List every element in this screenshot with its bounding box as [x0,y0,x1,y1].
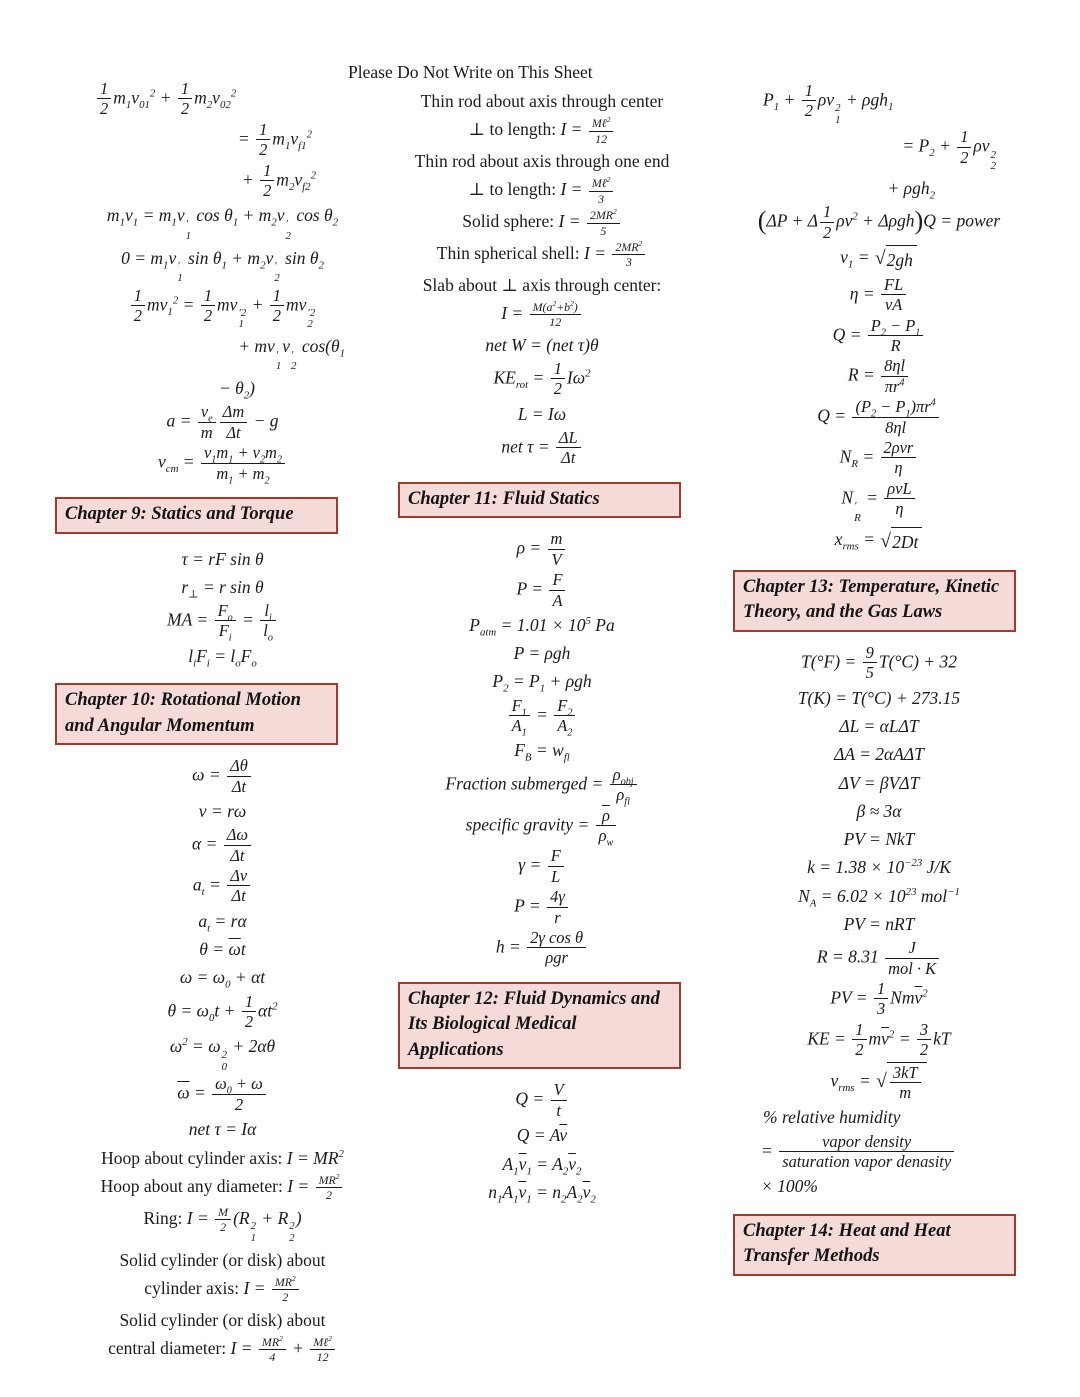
formula-line: net τ = $\frac{\Delta L}{\Delta t}$ [398,429,686,468]
formula-line: $\frac{1}{2}$ $mv_1^2$ = $\frac{1}{2}$ mv ′2 1 + $\frac{1}{2}$ mv ′2 2 [55,287,390,331]
formula-line: $v_1$ = √ 2gh [733,244,1025,274]
formula-line: Thin spherical shell: I = $\frac{2MR^2}{3}$ [398,240,686,270]
formula-line: $k = 1.38 \times 10^{-23}$ J/K [807,857,951,878]
formula-line: $KE_{rot}$ = $\frac{1}{2}$ $I\omega^2$ [493,358,591,399]
formula-line: Thin rod about axis through center [420,91,664,111]
formula-line: P = ρgh [513,643,571,664]
formula-line: $F_B = w_{fl}$ [514,740,570,764]
formula-line: a = $\frac{v_e}{m}$ $\frac{\Delta m}{\Delta t}$ − g [166,402,279,442]
formula-line: Solid cylinder (or disk) about [119,1309,326,1330]
formula-line: $\frac{1}{2}$ $m_1v_{01}^2$ + $\frac{1}{2}$ $m_2v_{02}^2$ [55,80,390,119]
formula-line: I = $\frac{M(a^2+b^2)}{12}$ [398,300,686,330]
formula-line: $r_\perp = r$ sin θ [181,576,264,601]
formula-line: ΔL = αLΔT [839,716,919,737]
formula-line: R = 8.31 J mol · K [733,939,1025,978]
formula-line: net τ = Iα [188,1119,257,1140]
formula-line: = $P_2$ + $\frac{1}{2}$ ρv 2 2 [902,127,996,173]
formula-line: + ρgh$_2$ [887,177,935,202]
formula-line: Solid sphere: I = $\frac{2MR^2}{5}$ [398,208,686,238]
formula-line: $v_{rms}$ = √ $\frac{3kT}{m}$ [733,1062,1025,1103]
formula-line: $\theta = \overline{\omega}t$ [199,939,246,960]
formula-line: Thin rod about axis through one end [414,151,670,172]
formula-column-left [55,78,390,1367]
formula-line: $0 = m_1v$ ′ 1 $\sin \theta_1 + m_2v$ ′ 2 $\sin \theta_2$ [121,247,324,284]
formula-line: cylinder axis: I = $\frac{MR^2}{2}$ [55,1275,390,1305]
formula-line: net W = (net τ)θ [485,334,599,355]
formula-line: = vapor density saturation vapor denasity [733,1133,1025,1172]
formula-line: Solid cylinder (or disk) about [119,1249,326,1270]
formula-line: Q = $\frac{P_2 - P_1}{R}$ [733,317,1025,356]
formula-line: central diameter: I = $\frac{MR^2}{4}$ + Mℓ$^2$ 12 [55,1335,390,1365]
formula-line: ⊥ to length: I = Mℓ$^2$ 12 [398,116,686,146]
formula-column-right [733,80,1025,1288]
formula-line: $a_t$ = $\frac{\Delta v}{\Delta t}$ [55,867,390,906]
formula-line: + $\frac{1}{2}$ $m_2v_{f2}^2$ [241,160,316,201]
formula-line: $N_A = 6.02 \times 10^{23}$ mol$^{-1}$ [798,885,960,910]
chapter-heading: Chapter 12: Fluid Dynamics and Its Biological Medical Applications [398,982,681,1070]
formula-line: γ = $\frac{F}{L}$ [398,847,686,886]
chapter-heading: Chapter 14: Heat and Heat Transfer Methods [733,1214,1016,1276]
formula-line: $n_1A_1\overline{v}_1 = n_2A_2\overline{v}_2$ [488,1181,596,1206]
formula-line: ΔA = 2αAΔT [834,744,924,765]
formula-line: PV = nRT [843,913,915,934]
formula-line: τ = rF sin θ [181,548,264,569]
formula-line: × 100% [761,1176,819,1197]
formula-line: P = $\frac{4\gamma}{r}$ [398,888,686,927]
formula-line: $N_R$ = 2ρvr η [733,439,1025,478]
formula-line: $A_1\overline{v}_1 = A_2\overline{v}_2$ [502,1153,582,1177]
formula-line: $\theta = \omega_0t$ + $\frac{1}{2}$ $\alpha t^2$ [167,991,278,1032]
formula-line: $\omega^2 = \omega$ 2 0 + 2αθ [169,1036,276,1073]
formula-line: $a_t = r\alpha$ [198,910,247,935]
formula-line: R = $\frac{8\eta l}{\pi r^4}$ [733,357,1025,396]
formula-line: $v_{cm}$ = $\frac{v_1m_1 + v_2m_2}{m_1 + m_2}$ [55,444,390,483]
formula-line: $Q = A\overline{v}$ [516,1125,568,1146]
formula-line: Q = $\frac{V}{t}$ [398,1081,686,1120]
chapter-heading: Chapter 9: Statics and Torque [55,497,338,534]
chapter-heading: Chapter 10: Rotational Motion and Angular Momentum [55,683,338,745]
formula-line: Slab about ⊥ axis through center: [422,274,662,295]
formula-line: Hoop about any diameter: I = $\frac{MR^2}{2}$ [55,1173,390,1203]
formula-line: h = 2γ cos θ ρgr [398,929,686,968]
formula-line: β ≈ 3α [856,800,902,821]
formula-line: $\overline{\omega}$ = $\frac{\omega_0 + \omega}{2}$ [55,1075,390,1114]
formula-line: α = $\frac{\Delta\omega}{\Delta t}$ [55,826,390,865]
formula-line: ω = $\frac{\Delta\theta}{\Delta t}$ [55,757,390,796]
formula-line: PV = NkT [843,829,915,850]
formula-line: η = $\frac{FL}{vA}$ [733,276,1025,315]
formula-line: T(°F) = $\frac{9}{5}$ T(°C) + 32 [801,643,957,683]
formula-line: KE = $\frac{1}{2}$ $m\overline{v}^2$ = $\frac{3}{2}$ kT [807,1019,951,1060]
formula-line: ΔV = βVΔT [838,772,920,793]
formula-line: $x_{rms}$ = √ 2Dt [733,526,1025,556]
formula-line: P = $\frac{F}{A}$ [398,571,686,610]
formula-line: Q = $\frac{(P_2 - P_1)\pi r^4}{8\eta l}$ [733,398,1025,437]
formula-line: L = Iω [517,403,567,424]
formula-line: Hoop about cylinder axis: $I = MR^2$ [101,1147,344,1168]
formula-line: $\frac{F_1}{A_1}$ = $\frac{F_2}{A_2}$ [398,697,686,736]
formula-line: specific gravity = $\frac{\overline{\rho}}{\rho_w}$ [398,807,686,846]
formula-line: Ring: I = $\frac{M}{2}$ (R 2 1 + R 2 2 ) [143,1204,302,1244]
formula-line: $l_iF_i = l_oF_o$ [188,645,257,670]
formula-line: Fraction submerged = $\rho_{obj}$ $\rho_{fl}$ [398,766,686,805]
formula-line: T(K) = T(°C) + 273.15 [797,687,961,708]
formula-line: = $\frac{1}{2}$ $m_1v_{f1}^2$ [237,119,312,160]
formula-line: v = rω [198,800,247,821]
formula-line: $P_{atm} = 1.01 \times 10^5$ Pa [469,614,615,639]
formula-line: N ′ R = ρvL η [733,480,1025,524]
formula-line: $m_1v_1 = m_1v$ ′ 1 $\cos \theta_1 + m_2v$ ′ 2 $\cos \theta_2$ [106,205,339,242]
chapter-heading: Chapter 13: Temperature, Kinetic Theory, and the Gas Laws [733,570,1016,632]
formula-line: PV = $\frac{1}{3}$ $Nm\overline{v}^2$ [830,978,928,1019]
chapter-heading: Chapter 11: Fluid Statics [398,482,681,519]
formula-line: $P_2 = P_1 + \rho gh$ [492,671,592,695]
formula-line: MA = $\frac{F_o}{F_i}$ = $\frac{l_i}{l_o}$ [55,602,390,641]
formula-line: % relative humidity [763,1107,901,1128]
formula-line: − $\theta_2$) [218,378,255,402]
formula-line: (ΔP + Δ $\frac{1}{2}$ $\rho v^2 + \Delta\rho gh)Q$ = power [757,202,1001,242]
formula-line: $P_1$ + $\frac{1}{2}$ ρv 2 1 + ρgh$_1$ [763,81,894,126]
formula-column-middle [398,86,686,1207]
formula-line: + mv ′ 1 v ′ 2 $\cos(\theta_1$ [238,336,345,373]
formula-line: $\omega = \omega_0 + \alpha t$ [179,967,266,991]
formula-line: ρ = $\frac{m}{V}$ [398,530,686,569]
formula-line: ⊥ to length: I = Mℓ$^2$ 3 [398,176,686,206]
sheet-note: Please Do Not Write on This Sheet [348,62,593,82]
